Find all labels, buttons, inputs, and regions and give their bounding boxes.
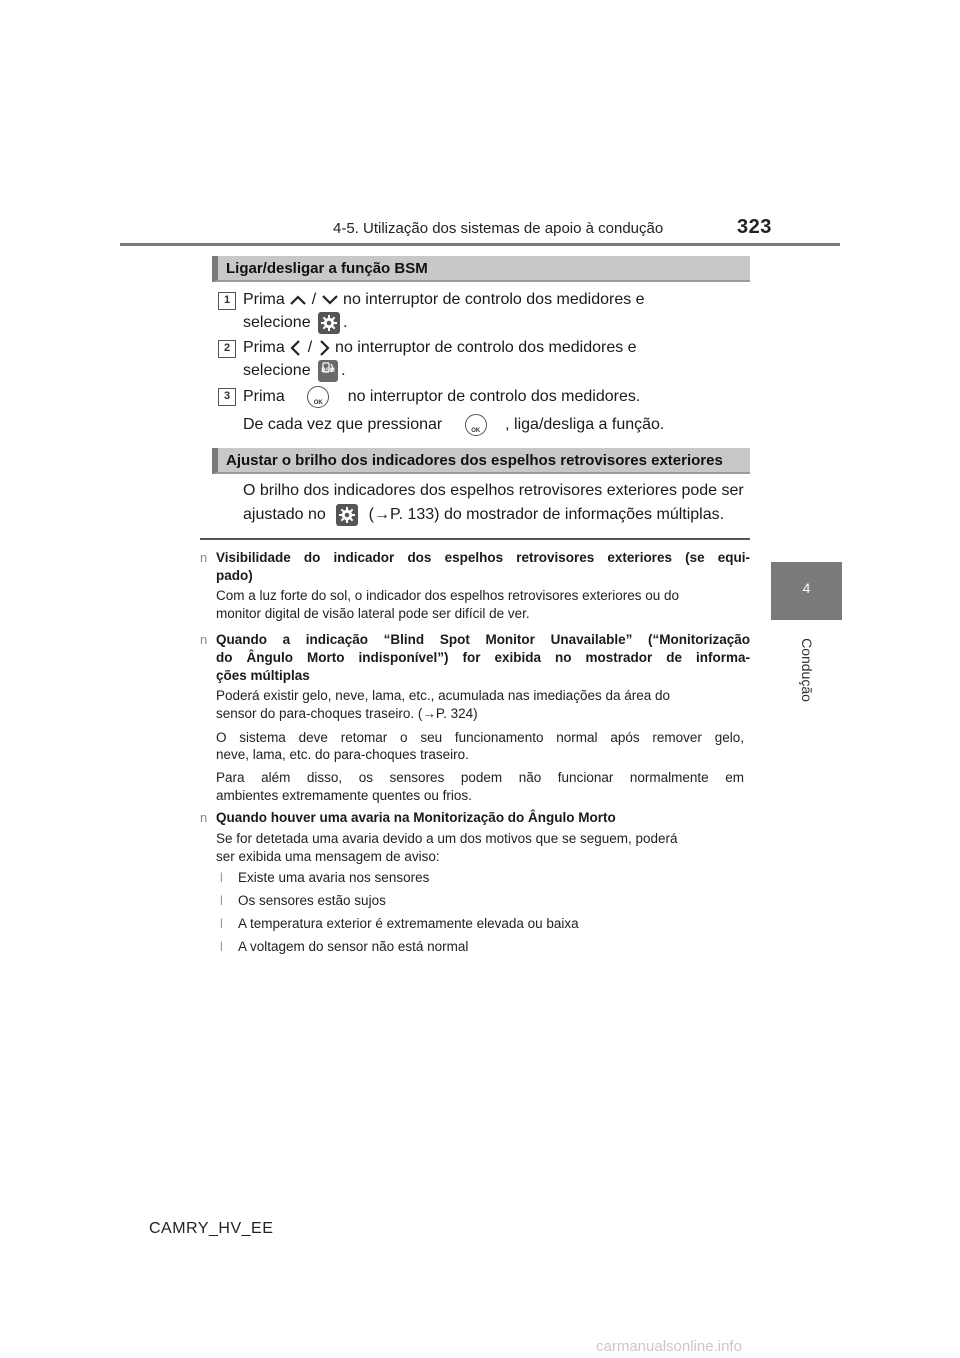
ok-button-icon [307,386,329,408]
step-text: no interruptor de controlo dos medidores e [343,291,645,308]
note-title: ções múltiplas [216,668,310,683]
header-rule [120,243,840,246]
chevron-up-icon [289,294,307,306]
ok-label: OK [313,400,323,406]
step-number: 3 [218,388,236,406]
note-bullet: n [200,810,208,825]
list-item: Existe uma avaria nos sensores [238,870,430,885]
list-item: A temperatura exterior é extremamente elevada ou baixa [238,916,579,931]
watermark: carmanualsonline.info [596,1338,742,1355]
list-bullet: l [220,893,223,908]
section-heading-text: Ligar/desligar a função BSM [226,260,428,277]
step-number: 1 [218,292,236,310]
list-item: A voltagem do sensor não está normal [238,939,469,954]
chevron-left-icon [289,339,303,357]
slash-text: / [307,339,313,356]
step-text: selecione [243,314,311,332]
chapter-tab [771,562,842,620]
notes-separator [200,538,750,540]
note-title: Quando a indicação “Blind Spot Monitor Unavailable” (“Monitorização [216,632,750,647]
step-text: no interruptor de controlo dos medidores. [347,388,641,406]
note-title: do Ângulo Morto indisponível”) for exibida no mostrador de informa- [216,650,750,665]
note-body: neve, lama, etc. do para-choques traseiro. [216,747,469,762]
step-number: 2 [218,340,236,358]
note-body: ser exibida uma mensagem de aviso: [216,849,440,864]
list-bullet: l [220,939,223,954]
running-header: 4-5. Utilização dos sistemas de apoio à condução [333,220,664,237]
step-text: De cada vez que pressionar [243,416,443,434]
chapter-label [798,630,816,710]
step-text: Prima [243,339,285,356]
step-text: no interruptor de controlo dos medidores e [335,339,637,356]
chapter-label-text: Condução [799,638,815,702]
page-number: 323 [737,216,772,238]
list-bullet: l [220,870,223,885]
step-text: , liga/desliga a função. [505,416,665,434]
note-bullet: n [200,550,208,565]
bsm-icon-label: BSM [321,368,335,374]
ok-label: OK [471,428,481,434]
section-heading-brightness [212,448,750,474]
section-heading-text: Ajustar o brilho dos indicadores dos espelhos retrovisores exteriores [226,452,723,469]
chevron-down-icon [321,294,339,306]
note-body: Para além disso, os sensores podem não funcionar normalmente em [216,770,744,785]
note-body: Poderá existir gelo, neve, lama, etc., acumulada nas imediações da área do [216,688,671,703]
slash-text: / [311,291,317,308]
note-body: sensor do para-choques traseiro. (→P. 324) [216,706,478,721]
note-body: monitor digital de visão lateral pode ser difícil de ver. [216,606,530,621]
note-body: Com a luz forte do sol, o indicador dos espelhos retrovisores exteriores ou do [216,588,679,603]
ok-button-icon [465,414,487,436]
step3-line2 [243,414,664,436]
settings-gear-icon [318,312,340,334]
chevron-right-icon [317,339,331,357]
note-body: Se for detetada uma avaria devido a um dos motivos que se seguem, poderá [216,831,678,846]
list-bullet: l [220,916,223,931]
body-text: ajustado no [243,506,326,524]
step-text: . [343,314,348,332]
list-item: Os sensores estão sujos [238,893,386,908]
step-text: Prima [243,291,285,308]
step-text: selecione [243,362,311,380]
document-code: CAMRY_HV_EE [149,1220,274,1237]
step-text: . [341,362,346,380]
step3-line1 [243,386,640,408]
chapter-number: 4 [802,580,811,596]
brightness-line1: O brilho dos indicadores dos espelhos retrovisores exteriores pode ser [243,482,744,499]
note-title: Quando houver uma avaria na Monitorização do Ângulo Morto [216,810,616,825]
section-heading-bsm [212,256,750,282]
note-body: ambientes extremamente quentes ou frios. [216,788,472,803]
step1-line1 [243,290,645,310]
bsm-icon [318,360,338,382]
note-title: Visibilidade do indicador dos espelhos retrovisores exteriores (se equi- [216,550,750,565]
step2-line1 [243,338,637,358]
note-bullet: n [200,632,208,647]
brightness-line2 [243,504,724,526]
step1-line2 [243,312,348,334]
step-text: Prima [243,388,285,406]
settings-gear-icon [336,504,358,526]
note-title: pado) [216,568,253,583]
step2-line2 [243,360,346,382]
note-body: O sistema deve retomar o seu funcionamento normal após remover gelo, [216,730,744,745]
body-text: (→P. 133) do mostrador de informações múltiplas. [368,506,725,524]
